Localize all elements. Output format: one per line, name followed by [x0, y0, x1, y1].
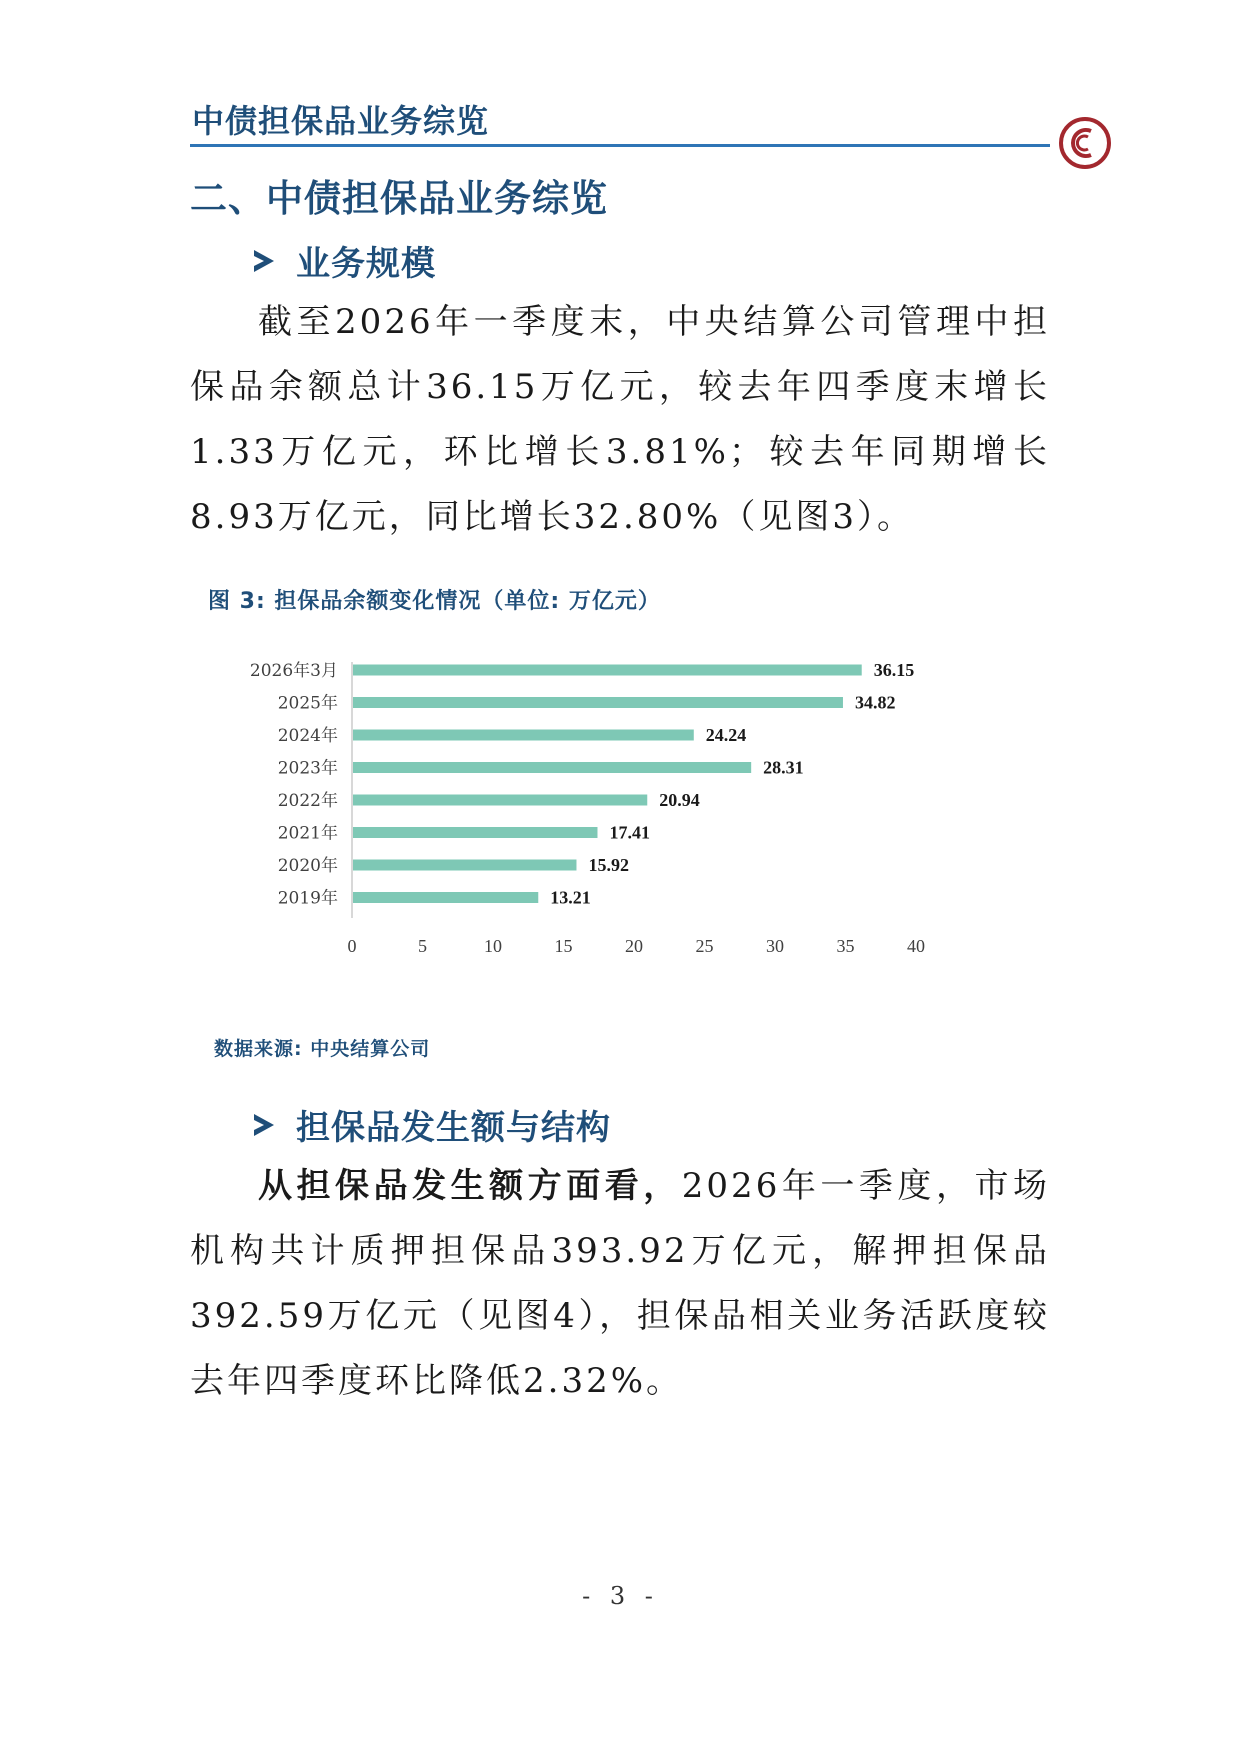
data-source: 数据来源: 中央结算公司	[214, 1038, 431, 1060]
x-tick-label: 15	[554, 936, 573, 956]
x-tick-label: 25	[695, 936, 714, 956]
x-tick-label: 0	[347, 936, 357, 956]
x-tick-label: 5	[418, 936, 427, 956]
header-rule	[190, 144, 1050, 147]
running-header: 中债担保品业务综览	[192, 102, 490, 140]
subheading-business-scale	[254, 236, 436, 285]
arrow-bullet-icon	[254, 250, 274, 272]
category-tick-label: 2025年	[277, 693, 338, 714]
category-tick-label: 2026年3月	[249, 661, 338, 681]
x-tick-label: 20	[625, 936, 643, 956]
subheading-label: 业务规模	[296, 244, 436, 284]
page-number: - 3 -	[582, 1582, 659, 1610]
chart-bar	[353, 892, 538, 903]
x-tick-label: 30	[766, 936, 784, 956]
chart-bar	[353, 795, 647, 806]
x-tick-label: 35	[836, 936, 855, 956]
chart-bar	[353, 665, 862, 676]
bar-value-label: 24.24	[705, 725, 747, 745]
category-tick-label: 2022年	[277, 791, 338, 811]
bar-value-label: 13.21	[550, 887, 591, 908]
arrow-bullet-icon	[254, 1114, 274, 1136]
chart-bar	[353, 697, 843, 708]
scale-paragraph: 截至2026年一季度末，中央结算公司管理中担保品余额总计36.15万亿元，较去年四季度末增长1.33万亿元，环比增长3.81%；较去年同期增长8.93万亿元，同比增长32.80%（见图3）。	[190, 302, 1050, 537]
category-tick-label: 2024年	[277, 726, 338, 746]
bar-value-label: 28.31	[763, 757, 804, 778]
ccdc-logo-icon	[1058, 116, 1112, 170]
category-tick-label: 2020年	[277, 856, 338, 876]
chart-bar	[353, 827, 597, 838]
subheading-label: 担保品发生额与结构	[296, 1108, 611, 1148]
bar-value-label: 15.92	[588, 855, 629, 875]
chart-bar	[353, 762, 751, 773]
bar-value-label: 34.82	[854, 692, 896, 713]
issuance-body: 2026年一季度，市场机构共计质押担保品393.92万亿元，解押担保品392.59万亿元（见图4），担保品相关业务活跃度较去年四季度环比降低2.32%。	[190, 1166, 1051, 1401]
issuance-paragraph	[190, 1154, 1050, 1414]
chart-bar	[353, 730, 694, 741]
category-tick-label: 2019年	[277, 888, 338, 909]
bar-value-label: 36.15	[873, 660, 915, 680]
figure-caption: 图 3: 担保品余额变化情况（单位: 万亿元）	[208, 589, 661, 614]
x-tick-label: 40	[907, 936, 925, 956]
issuance-lead-bold: 从担保品发生额方面看，	[258, 1166, 682, 1206]
bar-value-label: 20.94	[659, 790, 700, 810]
category-tick-label: 2021年	[277, 823, 338, 844]
balance-bar-chart	[200, 650, 1050, 1000]
x-tick-label: 10	[484, 936, 502, 956]
chart-bar	[353, 860, 576, 871]
subheading-issuance-structure	[254, 1100, 611, 1149]
bar-value-label: 17.41	[609, 822, 650, 843]
section-title: 二、中债担保品业务综览	[190, 177, 608, 220]
category-tick-label: 2023年	[277, 758, 338, 779]
